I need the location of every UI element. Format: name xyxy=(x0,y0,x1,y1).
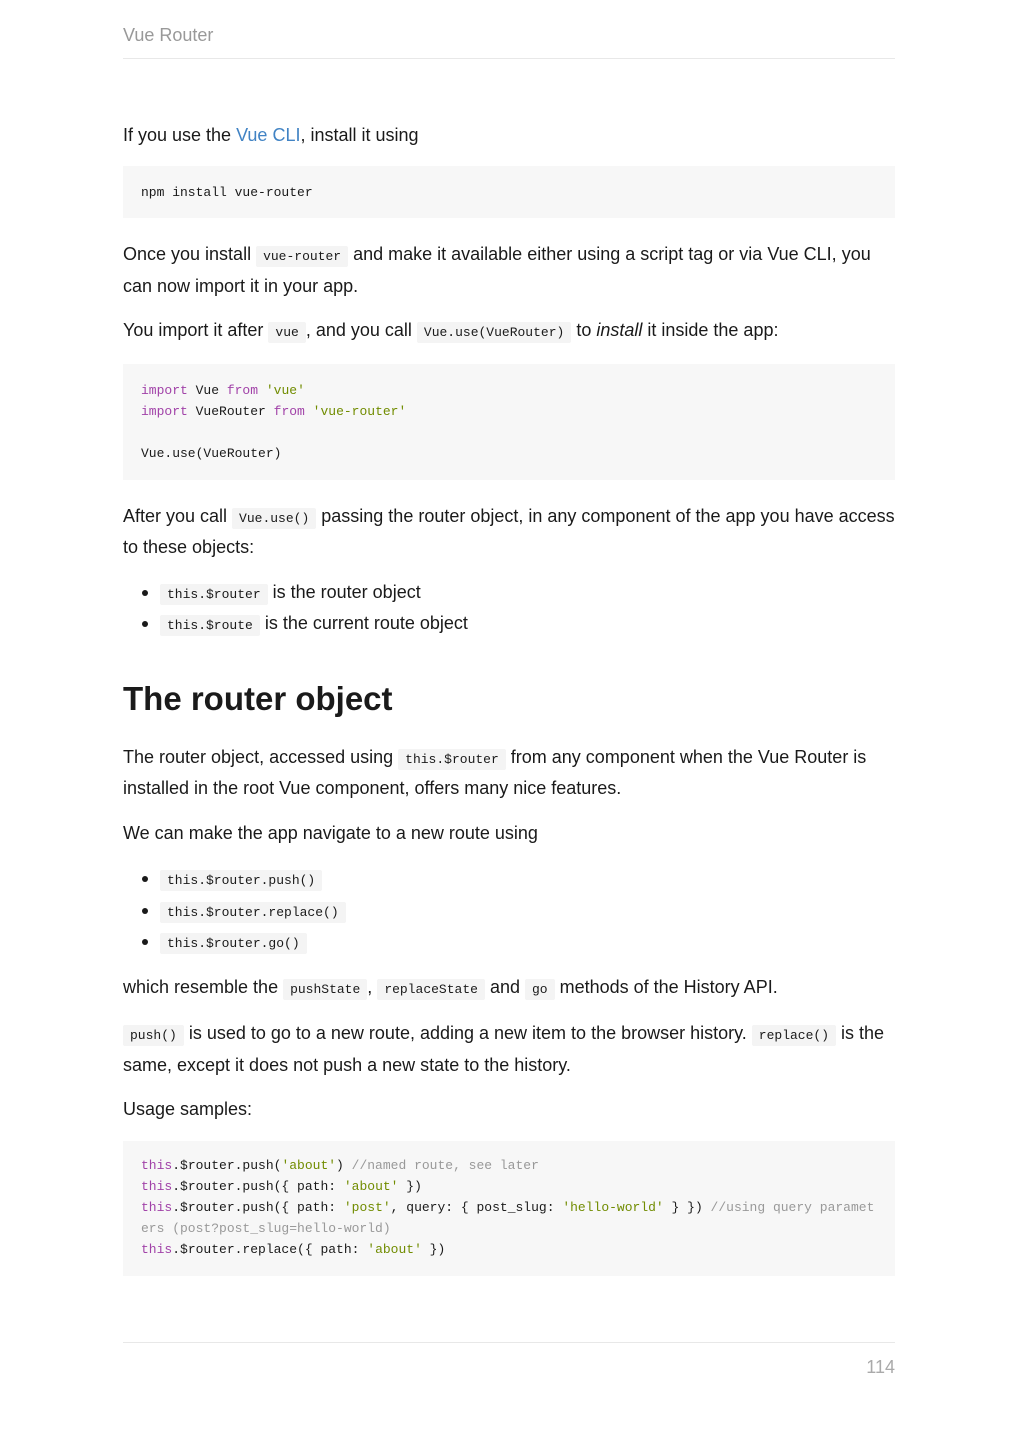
paragraph-vue-cli xyxy=(123,121,895,150)
list-item: this.$router is the router object xyxy=(160,578,895,610)
inline-code: push() xyxy=(123,1025,184,1046)
inline-code: vue-router xyxy=(256,246,348,267)
text: The router object, accessed using xyxy=(123,746,399,767)
paragraph-router-object xyxy=(123,743,895,804)
text: , and you call xyxy=(305,320,417,340)
text: , install it using xyxy=(300,125,419,145)
text: from any component when the Vue Router is installed in the root Vue component, offers many nice features. xyxy=(123,746,867,798)
inline-code: this.$router xyxy=(160,584,268,605)
paragraph-navigate: We can make the app navigate to a new route using xyxy=(123,822,538,843)
text: is the same, except it does not push a new state to the history. xyxy=(123,1023,885,1075)
code-block-install xyxy=(123,166,895,218)
code-block-usage xyxy=(123,1141,895,1276)
list-item xyxy=(160,864,895,896)
inline-code: replace() xyxy=(752,1025,836,1046)
section-heading: The router object xyxy=(123,679,393,717)
inline-code: vue xyxy=(268,322,305,343)
text: and make it available either using a script tag or via Vue CLI, you can now import it in your app. xyxy=(123,244,871,296)
list-item xyxy=(160,896,895,928)
text: is used to go to a new route, adding a new item to the browser history. xyxy=(183,1023,752,1043)
inline-code: this.$router.replace() xyxy=(160,902,346,923)
inline-code: pushState xyxy=(283,979,367,1000)
inline-code: Vue.use() xyxy=(232,508,316,529)
paragraph-once-installed xyxy=(123,240,895,301)
code-line: import VueRouter from 'vue-router' xyxy=(141,403,407,419)
text: it inside the app: xyxy=(642,320,779,340)
code-line: this.$router.push({ path: 'about' }) xyxy=(141,1178,422,1194)
inline-code: go xyxy=(525,979,555,1000)
page-content xyxy=(123,121,895,1276)
objects-list xyxy=(123,578,895,641)
code-line: import Vue from 'vue' xyxy=(141,382,305,398)
text: If you use the xyxy=(123,125,237,145)
text: Once you install xyxy=(123,244,257,264)
vue-cli-link[interactable]: Vue CLI xyxy=(236,125,301,145)
text: , xyxy=(367,976,378,997)
text: and xyxy=(484,976,525,997)
running-header: Vue Router xyxy=(123,24,895,59)
code-line: npm install vue-router xyxy=(141,185,313,200)
emphasis: install xyxy=(596,320,643,340)
code-line: Vue.use(VueRouter) xyxy=(141,445,282,461)
text: You import it after xyxy=(123,320,269,340)
paragraph-history-api xyxy=(123,973,895,1005)
inline-code: this.$router.push() xyxy=(160,870,322,891)
code-line: this.$router.push({ path: 'post', query: { post_slug: 'hello-world' } }) //using query parameters (post?post_slug=hello-world) xyxy=(141,1199,875,1236)
paragraph-import xyxy=(123,316,895,348)
text: which resemble the xyxy=(123,976,284,997)
page-number: 114 xyxy=(866,1357,895,1377)
inline-code: this.$router xyxy=(398,749,506,770)
text: to xyxy=(571,320,597,340)
text: passing the router object, in any component of the app you have access to these objects: xyxy=(123,505,895,557)
list-item xyxy=(160,927,895,959)
text: methods of the History API. xyxy=(554,976,778,997)
list-item: this.$route is the current route object xyxy=(160,609,895,641)
paragraph-usage-samples: Usage samples: xyxy=(123,1099,253,1119)
code-line: this.$router.replace({ path: 'about' }) xyxy=(141,1241,446,1257)
page-footer xyxy=(123,1342,895,1377)
paragraph-after-use xyxy=(123,502,895,563)
inline-code: replaceState xyxy=(377,979,485,1000)
navigation-methods-list xyxy=(123,864,895,959)
code-line: this.$router.push('about') //named route, see later xyxy=(141,1157,539,1173)
inline-code: this.$router.go() xyxy=(160,933,307,954)
paragraph-push-replace xyxy=(123,1019,895,1080)
inline-code: Vue.use(VueRouter) xyxy=(417,322,571,343)
inline-code: this.$route xyxy=(160,615,260,636)
text: After you call xyxy=(123,505,233,526)
code-block-import xyxy=(123,364,895,480)
